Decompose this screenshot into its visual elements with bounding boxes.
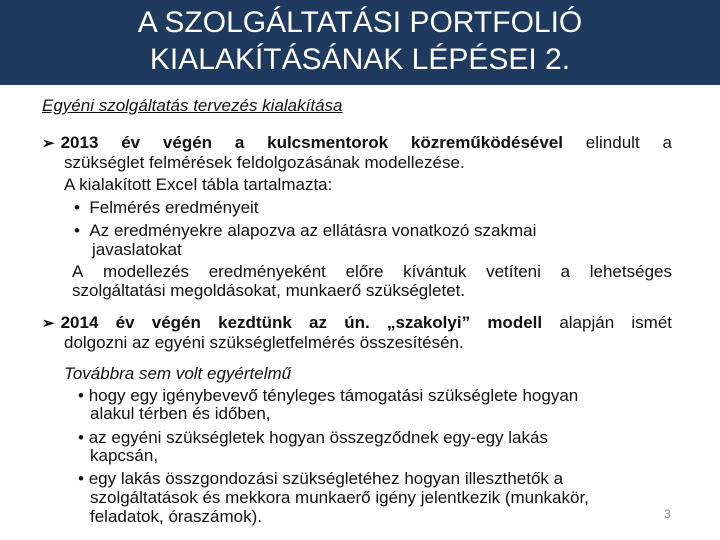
bullet-icon: • xyxy=(78,428,89,447)
bullet-icon: • xyxy=(74,221,90,240)
section2-bullet-3-cont2: feladatok, óraszámok). xyxy=(90,507,262,526)
arrow-bullet-icon: ➢ xyxy=(42,315,55,332)
bullet-icon: • xyxy=(78,386,89,405)
section1-first-line xyxy=(42,133,672,153)
section2-word: kezdtünk xyxy=(218,313,292,332)
section1-word: kulcsmentorok xyxy=(267,133,389,152)
slide-title-line-2: KIALAKÍTÁSÁNAK LÉPÉSEI 2. xyxy=(149,43,571,76)
section2-intro: Továbbra sem volt egyértelmű xyxy=(64,364,292,383)
section2-bullet-2-cont: kapcsán, xyxy=(90,446,159,465)
section1-line-2: szükséglet felmérések feldolgozásának modellezése. xyxy=(64,153,465,172)
section2-word: az xyxy=(309,313,327,332)
section1-word: végén xyxy=(162,133,213,152)
section2-word: modell xyxy=(487,313,543,332)
bullet-icon: • xyxy=(78,469,89,488)
slide-title xyxy=(0,4,720,78)
section2-bullet-3: • egy lakás összgondozási szükségletéhez hogyan illeszthetők a xyxy=(78,469,564,488)
section2-bullet-1-cont: alakul térben és időben, xyxy=(90,404,271,423)
section1-word: elindult xyxy=(585,133,640,152)
section-subtitle: Egyéni szolgáltatás tervezés kialakítása xyxy=(42,96,343,115)
page-number: 3 xyxy=(664,507,671,521)
section2-lead: ➢ 2014 xyxy=(42,313,99,332)
paragraph-word: eredményeként xyxy=(208,262,326,281)
section2-word: „szakolyi” xyxy=(386,313,471,332)
section1-word: év xyxy=(121,133,141,152)
section1-paragraph-line-1 xyxy=(72,262,672,281)
section2-bullet-2: • az egyéni szükségletek hogyan összegződnek egy-egy lakás xyxy=(78,428,548,447)
paragraph-word: kívántuk xyxy=(403,262,467,281)
paragraph-word: a xyxy=(560,262,571,281)
section2-word: végén xyxy=(151,313,201,332)
section2-word: ismét xyxy=(631,313,672,332)
section1-list-item-1: • Felmérés eredményeit xyxy=(74,198,259,217)
section1-line-3: A kialakított Excel tábla tartalmazta: xyxy=(64,175,333,194)
paragraph-word: előre xyxy=(345,262,384,281)
section1-word: közreműködésével xyxy=(410,133,563,152)
section2-word: év xyxy=(115,313,135,332)
section1-list-item-2-cont: javaslatokat xyxy=(92,240,182,259)
section2-first-line xyxy=(42,313,672,333)
section1-lead: ➢ 2013 xyxy=(42,133,99,152)
section1-list-item-2: • Az eredményekre alapozva az ellátásra vonatkozó szakmai xyxy=(74,221,537,240)
section1-word: a xyxy=(662,133,672,152)
section2-bullet-3-cont: szolgáltatások és mekkora munkaerő igény jelentkezik (munkakör, xyxy=(90,488,589,507)
section2-bullet-1: • hogy egy igénybevevő tényleges támogatási szükséglete hogyan xyxy=(78,386,579,405)
paragraph-word: lehetséges xyxy=(589,262,672,281)
arrow-bullet-icon: ➢ xyxy=(42,135,55,152)
section2-line-2: dolgozni az egyéni szükségletfelmérés összesítésén. xyxy=(64,333,464,352)
section2-word: ún. xyxy=(344,313,370,332)
paragraph-word: vetíteni xyxy=(486,262,541,281)
paragraph-word: modellezés xyxy=(103,262,190,281)
paragraph-word: A xyxy=(72,262,84,281)
section2-word: alapján xyxy=(559,313,615,332)
section1-word: a xyxy=(234,133,245,152)
section1-paragraph-line-2: szolgáltatási megoldásokat, munkaerő szükségletet. xyxy=(72,281,466,300)
slide-title-line-1: A SZOLGÁLTATÁSI PORTFOLIÓ xyxy=(137,6,583,39)
bullet-icon: • xyxy=(74,198,90,217)
